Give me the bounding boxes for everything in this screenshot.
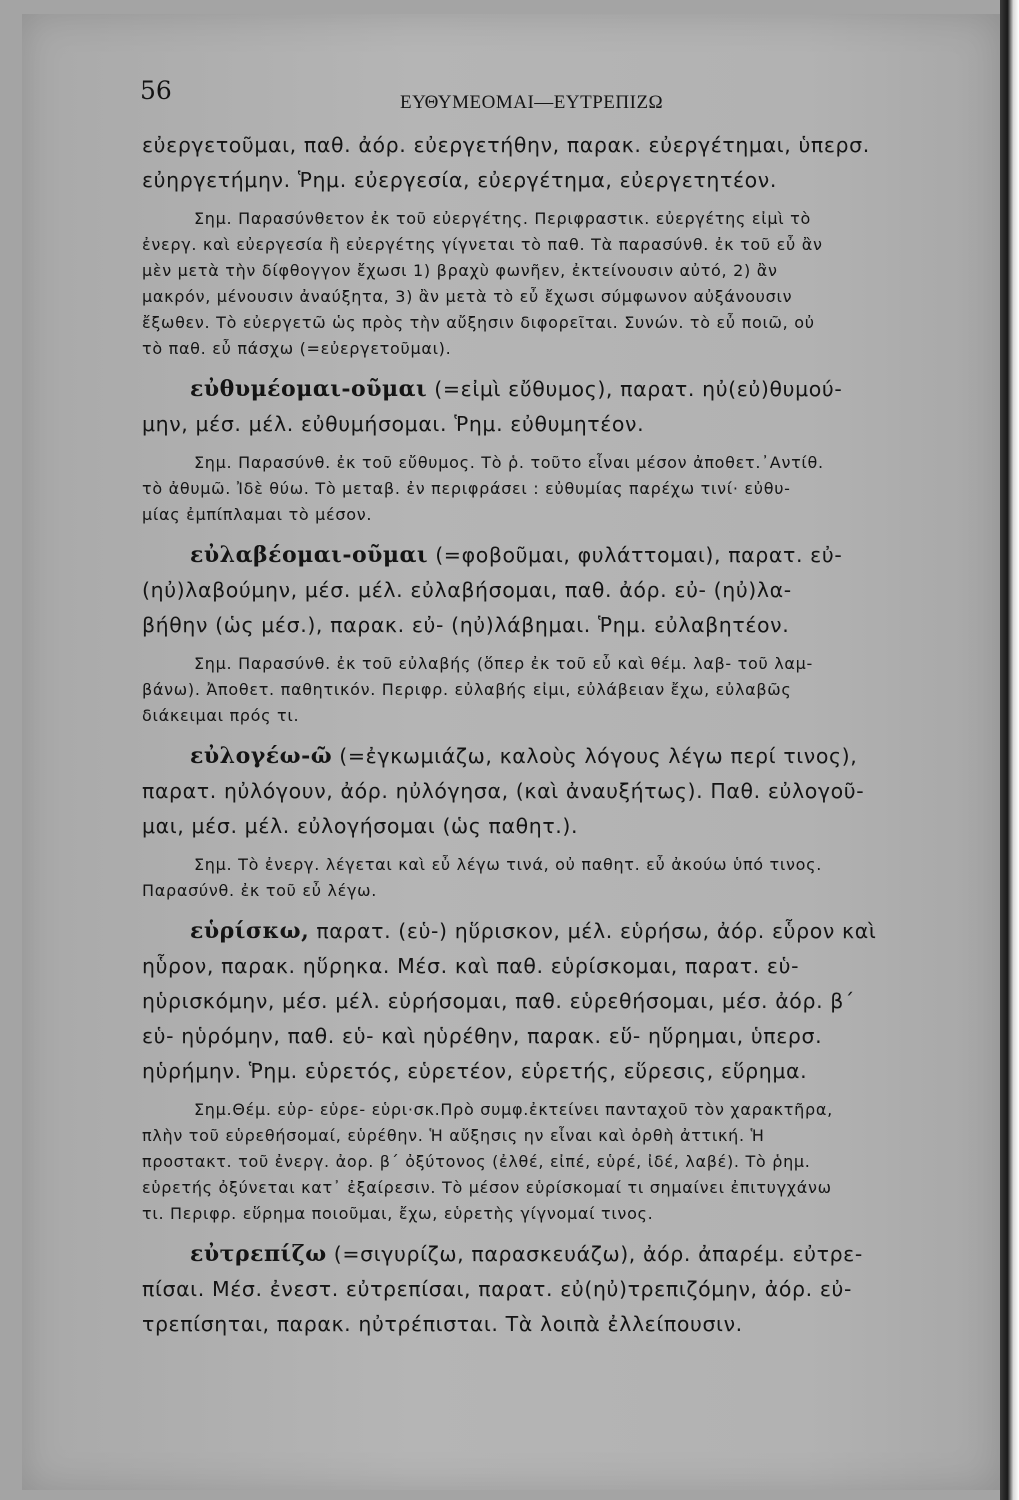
note-line: τὸ ἀθυμῶ. Ἰδὲ θύω. Τὸ μεταβ. ἐν περιφράσει : εὐθυμίας παρέχω τινί· εὐθυ- bbox=[142, 479, 791, 498]
entry-text: (=φοβοῦμαι, φυλάττομαι), παρατ. εὐ- bbox=[428, 543, 843, 567]
note-line: Σημ. Παρασύνθετον ἐκ τοῦ εὐεργέτης. Περιφραστικ. εὐεργέτης εἰμὶ τὸ bbox=[194, 209, 811, 228]
note-line: διάκειμαι πρός τι. bbox=[142, 706, 300, 725]
note-line: ἐνεργ. καὶ εὐεργεσία ἢ εὐεργέτης γίγνεται τὸ παθ. Τὰ παρασύνθ. ἐκ τοῦ εὖ ἂν bbox=[142, 235, 823, 254]
headword: εὐθυμέομαι-οῦμαι bbox=[190, 376, 428, 402]
text-line: ηὗρον, παρακ. ηὕρηκα. Μέσ. καὶ παθ. εὑρίσκομαι, παρατ. εὑ- bbox=[142, 954, 800, 978]
note-line: πλὴν τοῦ εὑρεθήσομαί, εὑρέθην. Ἡ αὔξησις ην εἶναι καὶ ὀρθὴ ἀττική. Ἡ bbox=[142, 1126, 765, 1145]
headword: εὑρίσκω, bbox=[190, 918, 310, 944]
note-line: μίας ἐμπίπλαμαι τὸ μέσον. bbox=[142, 505, 373, 524]
page-body bbox=[142, 128, 937, 1342]
note-line: εὑρετής ὀξύνεται κατ᾿ ἐξαίρεσιν. Τὸ μέσον εὑρίσκομαί τι σημαίνει ἐπιτυγχάνω bbox=[142, 1178, 832, 1197]
text-line: ηὑρισκόμην, μέσ. μέλ. εὑρήσομαι, παθ. εὑρεθήσομαι, μέσ. ἀόρ. β΄ bbox=[142, 989, 855, 1013]
text-line: βήθην (ὡς μέσ.), παρακ. εὐ- (ηὐ)λάβημαι. Ῥημ. εὐλαβητέον. bbox=[142, 613, 790, 637]
note-line: τὸ παθ. εὖ πάσχω (=εὐεργετοῦμαι). bbox=[142, 339, 452, 358]
running-head: ΕΥΘΥΜΕΟΜΑΙ—ΕΥΤΡΕΠΙΖΩ bbox=[400, 92, 664, 113]
note-line: Παρασύνθ. ἐκ τοῦ εὖ λέγω. bbox=[142, 881, 378, 900]
headword: εὐλογέω-ῶ bbox=[190, 743, 333, 769]
page-edge bbox=[1000, 0, 1019, 1500]
headword: εὐτρεπίζω bbox=[190, 1241, 327, 1267]
entry-text: παρατ. (εὑ-) ηὕρισκον, μέλ. εὑρήσω, ἀόρ. εὗρον καὶ bbox=[309, 919, 877, 943]
entry-text: (=εἰμὶ εὔθυμος), παρατ. ηὐ(εὐ)θυμού- bbox=[427, 377, 843, 401]
text-line: εὑ- ηὑρόμην, παθ. εὑ- καὶ ηὑρέθην, παρακ. εὕ- ηὕρημαι, ὑπερσ. bbox=[142, 1024, 823, 1048]
entry-first-line bbox=[142, 538, 937, 573]
note-line: τι. Περιφρ. εὕρημα ποιοῦμαι, ἔχω, εὑρετὴς γίγνομαί τινος. bbox=[142, 1204, 654, 1223]
text-line: πίσαι. Μέσ. ἐνεστ. εὐτρεπίσαι, παρατ. εὐ(ηὐ)τρεπιζόμην, ἀόρ. εὐ- bbox=[142, 1277, 852, 1301]
headword: εὐλαβέομαι-οῦμαι bbox=[190, 542, 429, 568]
text-line: τρεπίσηται, παρακ. ηὐτρέπισται. Τὰ λοιπὰ ἐλλείπουσιν. bbox=[142, 1312, 743, 1336]
text-line: μαι, μέσ. μέλ. εὐλογήσομαι (ὡς παθητ.). bbox=[142, 814, 579, 838]
note-line: Σημ. Τὸ ἐνεργ. λέγεται καὶ εὖ λέγω τινά, οὐ παθητ. εὖ ἀκούω ὑπό τινος. bbox=[194, 855, 822, 874]
entry-first-line bbox=[142, 372, 937, 407]
text-line: παρατ. ηὐλόγουν, ἀόρ. ηὐλόγησα, (καὶ ἀναυξήτως). Παθ. εὐλογοῦ- bbox=[142, 779, 865, 803]
note-line: Σημ. Παρασύνθ. ἐκ τοῦ εὔθυμος. Τὸ ῥ. τοῦτο εἶναι μέσον ἀποθετ.᾿Αντίθ. bbox=[194, 453, 824, 472]
note-line: Σημ.Θέμ. εὑρ- εὑρε- εὑρι·σκ.Πρὸ συμφ.ἐκτείνει πανταχοῦ τὸν χαρακτῆρα, bbox=[194, 1100, 833, 1119]
note-line: Σημ. Παρασύνθ. ἐκ τοῦ εὐλαβής (ὅπερ ἐκ τοῦ εὖ καὶ θέμ. λαβ- τοῦ λαμ- bbox=[194, 654, 814, 673]
text-line: μην, μέσ. μέλ. εὐθυμήσομαι. Ῥημ. εὐθυμητέον. bbox=[142, 412, 645, 436]
entry-first-line bbox=[142, 739, 937, 774]
page-number: 56 bbox=[140, 76, 172, 105]
note-line: μὲν μετὰ τὴν δίφθογγον ἔχωσι 1) βραχὺ φωνῆεν, ἐκτείνουσιν αὐτό, 2) ἂν bbox=[142, 261, 778, 280]
text-line: (ηὐ)λαβούμην, μέσ. μέλ. εὐλαβήσομαι, παθ. ἀόρ. εὐ- (ηὐ)λα- bbox=[142, 578, 792, 602]
entry-text: (=ἐγκωμιάζω, καλοὺς λόγους λέγω περί τινος), bbox=[332, 744, 858, 768]
note-line: μακρόν, μένουσιν ἀναύξητα, 3) ἂν μετὰ τὸ εὖ ἔχωσι σύμφωνον αὐξάνουσιν bbox=[142, 287, 793, 306]
note-line: προστακτ. τοῦ ἐνεργ. ἀορ. β΄ ὀξύτονος (ἐλθέ, εἰπέ, εὑρέ, ἰδέ, λαβέ). Τὸ ῥημ. bbox=[142, 1152, 811, 1171]
text-line: εὐεργετοῦμαι, παθ. ἀόρ. εὐεργετήθην, παρακ. εὐεργέτημαι, ὑπερσ. bbox=[142, 133, 870, 157]
note-line: βάνω). Ἀποθετ. παθητικόν. Περιφρ. εὐλαβής εἰμι, εὐλάβειαν ἔχω, εὐλαβῶς bbox=[142, 680, 792, 699]
entry-first-line bbox=[142, 914, 937, 949]
text-line: ηὑρήμην. Ῥημ. εὑρετός, εὑρετέον, εὑρετής, εὕρεσις, εὕρημα. bbox=[142, 1059, 808, 1083]
note-line: ἔξωθεν. Τὸ εὐεργετῶ ὡς πρὸς τὴν αὔξησιν διφορεῖται. Συνών. τὸ εὖ ποιῶ, οὐ bbox=[142, 313, 815, 332]
entry-text: (=σιγυρίζω, παρασκευάζω), ἀόρ. ἀπαρέμ. εὐτρε- bbox=[326, 1242, 863, 1266]
text-line: εὐηργετήμην. Ῥημ. εὐεργεσία, εὐεργέτημα, εὐεργετητέον. bbox=[142, 168, 777, 192]
entry-first-line bbox=[142, 1237, 937, 1272]
